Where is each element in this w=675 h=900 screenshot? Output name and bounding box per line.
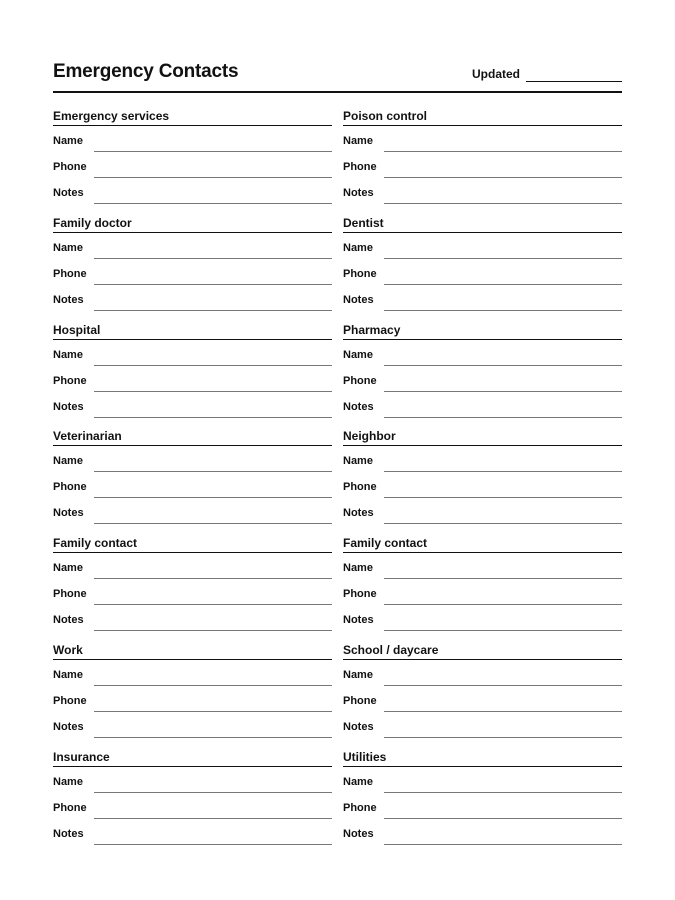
field-input-line[interactable] — [94, 177, 332, 178]
field-label: Notes — [53, 614, 84, 627]
contact-field — [53, 712, 332, 738]
field-label: Phone — [53, 588, 87, 601]
contact-field — [343, 233, 622, 259]
contact-field — [53, 553, 332, 579]
field-input-line[interactable] — [94, 417, 332, 418]
section-title: Emergency services — [53, 107, 332, 126]
contact-field — [53, 472, 332, 498]
field-label: Notes — [53, 720, 84, 733]
field-input-line[interactable] — [94, 523, 332, 524]
field-label: Notes — [343, 187, 374, 199]
section-title: Pharmacy — [343, 321, 622, 340]
contact-field — [343, 579, 622, 605]
field-label: Phone — [343, 267, 377, 280]
section-title: Poison control — [343, 107, 622, 126]
field-input-line[interactable] — [94, 737, 332, 738]
field-label: Notes — [343, 614, 374, 627]
field-input-line[interactable] — [384, 417, 622, 418]
field-label: Name — [343, 135, 373, 147]
field-input-line[interactable] — [384, 604, 622, 605]
contact-field — [343, 152, 622, 178]
contact-section — [343, 641, 622, 748]
contact-field — [53, 178, 332, 204]
contact-field — [53, 793, 332, 819]
field-input-line[interactable] — [384, 258, 622, 259]
field-input-line[interactable] — [384, 284, 622, 285]
section-title: Work — [53, 641, 332, 660]
field-label: Notes — [343, 293, 374, 306]
section-title: Family contact — [53, 534, 332, 553]
contact-field — [343, 793, 622, 819]
field-label: Notes — [343, 827, 374, 840]
updated-input-line[interactable] — [526, 67, 622, 82]
contact-field — [343, 392, 622, 418]
contact-field — [53, 605, 332, 631]
field-input-line[interactable] — [384, 151, 622, 152]
contact-section — [53, 214, 332, 321]
field-label: Phone — [343, 694, 377, 707]
section-title: Hospital — [53, 321, 332, 340]
field-label: Phone — [53, 694, 87, 707]
field-input-line[interactable] — [384, 818, 622, 819]
contact-field — [343, 259, 622, 285]
field-input-line[interactable] — [384, 310, 622, 311]
updated-field — [472, 66, 622, 82]
contact-field — [53, 767, 332, 793]
contact-field — [343, 340, 622, 366]
contact-field — [343, 178, 622, 204]
field-label: Notes — [53, 400, 84, 413]
field-input-line[interactable] — [94, 203, 332, 204]
field-input-line[interactable] — [94, 711, 332, 712]
field-label: Phone — [53, 374, 87, 387]
section-title: School / daycare — [343, 641, 622, 660]
field-label: Name — [53, 348, 83, 361]
contact-field — [343, 712, 622, 738]
contact-field — [343, 660, 622, 686]
contact-field — [343, 767, 622, 793]
field-input-line[interactable] — [94, 471, 332, 472]
field-input-line[interactable] — [384, 471, 622, 472]
field-input-line[interactable] — [384, 844, 622, 845]
field-label: Notes — [343, 720, 374, 733]
section-title: Family doctor — [53, 214, 332, 233]
contact-section — [53, 107, 332, 214]
field-input-line[interactable] — [94, 630, 332, 631]
field-input-line[interactable] — [384, 365, 622, 366]
section-title: Neighbor — [343, 427, 622, 446]
contact-section — [343, 427, 622, 534]
contact-field — [343, 446, 622, 472]
field-input-line[interactable] — [94, 818, 332, 819]
field-input-line[interactable] — [384, 203, 622, 204]
field-input-line[interactable] — [94, 578, 332, 579]
contact-field — [343, 472, 622, 498]
field-input-line[interactable] — [384, 578, 622, 579]
field-label: Phone — [53, 801, 87, 814]
field-input-line[interactable] — [94, 365, 332, 366]
field-input-line[interactable] — [384, 391, 622, 392]
field-input-line[interactable] — [384, 497, 622, 498]
field-input-line[interactable] — [94, 310, 332, 311]
field-input-line[interactable] — [384, 737, 622, 738]
section-title: Family contact — [343, 534, 622, 553]
field-input-line[interactable] — [94, 391, 332, 392]
field-label: Name — [53, 775, 83, 788]
contact-section — [53, 748, 332, 855]
field-label: Name — [53, 562, 83, 575]
field-label: Phone — [343, 481, 377, 494]
contact-field — [343, 285, 622, 311]
contact-field — [343, 686, 622, 712]
updated-label: Updated — [472, 67, 520, 81]
field-label: Name — [53, 668, 83, 681]
field-label: Notes — [53, 187, 84, 199]
field-input-line[interactable] — [94, 604, 332, 605]
field-label: Phone — [343, 161, 377, 173]
contact-section — [343, 748, 622, 855]
contacts-grid — [53, 107, 622, 855]
field-label: Name — [343, 348, 373, 361]
field-label: Name — [343, 668, 373, 681]
contact-section — [53, 427, 332, 534]
field-input-line[interactable] — [94, 258, 332, 259]
contact-section — [343, 321, 622, 428]
field-label: Phone — [53, 481, 87, 494]
field-label: Phone — [343, 801, 377, 814]
contact-field — [343, 553, 622, 579]
contact-field — [53, 498, 332, 524]
section-title: Insurance — [53, 748, 332, 767]
field-label: Notes — [53, 507, 84, 520]
field-input-line[interactable] — [94, 497, 332, 498]
field-input-line[interactable] — [94, 844, 332, 845]
contact-section — [53, 321, 332, 428]
field-input-line[interactable] — [94, 151, 332, 152]
field-label: Phone — [343, 588, 377, 601]
field-input-line[interactable] — [384, 630, 622, 631]
field-input-line[interactable] — [94, 284, 332, 285]
field-input-line[interactable] — [94, 685, 332, 686]
contact-field — [53, 152, 332, 178]
contact-field — [53, 579, 332, 605]
contact-field — [53, 126, 332, 152]
field-label: Phone — [53, 161, 87, 173]
field-label: Notes — [343, 507, 374, 520]
contact-field — [53, 686, 332, 712]
field-label: Notes — [53, 293, 84, 306]
section-title: Veterinarian — [53, 427, 332, 446]
field-input-line[interactable] — [384, 711, 622, 712]
contact-field — [343, 605, 622, 631]
contact-section — [343, 534, 622, 641]
field-label: Name — [343, 562, 373, 575]
contact-field — [53, 285, 332, 311]
field-label: Name — [53, 241, 83, 254]
field-input-line[interactable] — [384, 523, 622, 524]
page-title: Emergency Contacts — [53, 61, 239, 82]
contact-field — [343, 819, 622, 845]
contact-field — [53, 366, 332, 392]
page-header — [53, 0, 622, 93]
field-input-line[interactable] — [384, 792, 622, 793]
field-label: Name — [53, 135, 83, 147]
field-label: Name — [53, 455, 83, 468]
field-label: Name — [343, 241, 373, 254]
contact-field — [53, 233, 332, 259]
contact-field — [53, 340, 332, 366]
contact-field — [343, 126, 622, 152]
field-label: Notes — [53, 827, 84, 840]
contact-field — [343, 498, 622, 524]
field-input-line[interactable] — [384, 177, 622, 178]
contact-section — [53, 534, 332, 641]
contact-field — [53, 446, 332, 472]
field-input-line[interactable] — [384, 685, 622, 686]
field-label: Phone — [343, 374, 377, 387]
section-title: Dentist — [343, 214, 622, 233]
field-input-line[interactable] — [94, 792, 332, 793]
contact-section — [343, 107, 622, 214]
contact-section — [343, 214, 622, 321]
contact-field — [53, 259, 332, 285]
contact-field — [53, 819, 332, 845]
field-label: Phone — [53, 267, 87, 280]
contact-field — [53, 660, 332, 686]
section-title: Utilities — [343, 748, 622, 767]
field-label: Name — [343, 775, 373, 788]
contact-section — [53, 641, 332, 748]
field-label: Name — [343, 455, 373, 468]
field-label: Notes — [343, 400, 374, 413]
contact-field — [53, 392, 332, 418]
contact-field — [343, 366, 622, 392]
